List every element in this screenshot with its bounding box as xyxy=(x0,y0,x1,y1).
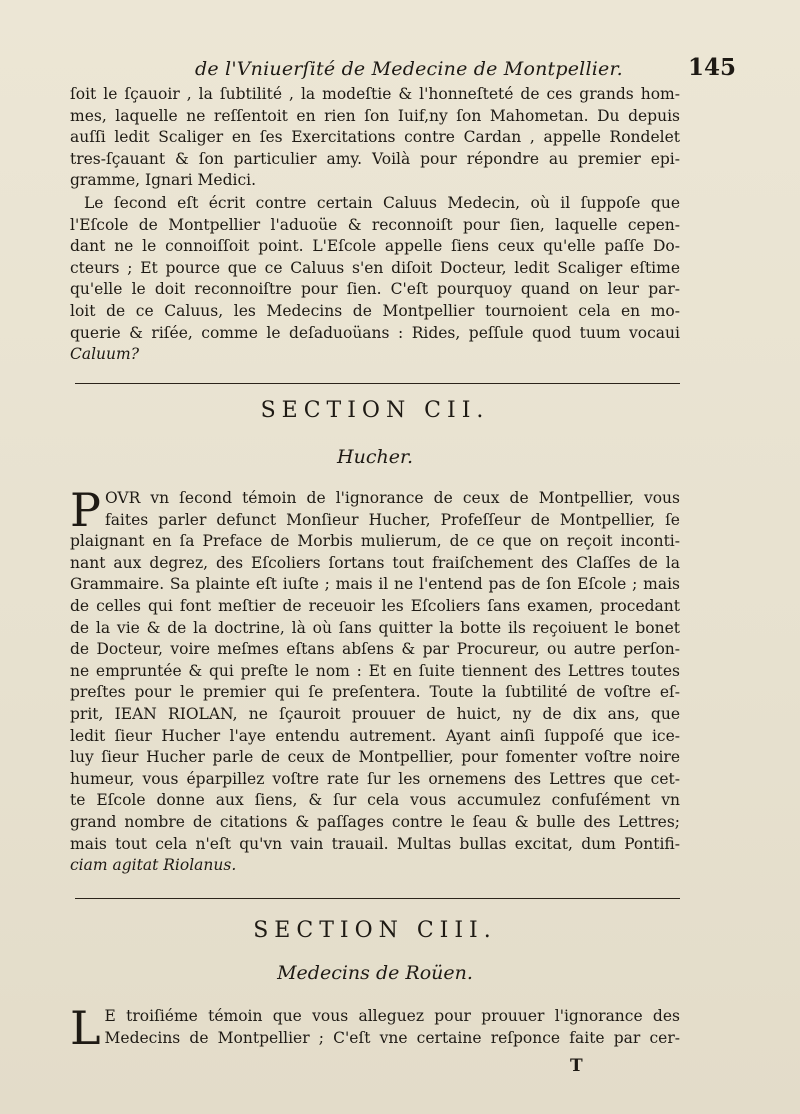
text-line: plaignant en ſa Preface de Morbis mulierum, de ce que on reçoit inconti- xyxy=(70,532,680,551)
text-line: prit, IEAN RIOLAN, ne ſçauroit prouuer de huict, ny de dix ans, que xyxy=(70,704,680,723)
text-line: de Docteur, voire meſmes eſtans abſens & par Procureur, ou autre perſon- xyxy=(70,640,680,659)
text-line: preſtes pour le premier qui ſe preſentera. Toute la ſubtilité de voſtre eſ- xyxy=(70,683,680,702)
paragraph-caluus xyxy=(70,193,680,366)
text-line: loit de ce Caluus, les Medecins de Montpellier tournoient cela en mo- xyxy=(70,301,680,320)
section-title: SECTION CIII. xyxy=(253,918,497,943)
page-number: 145 xyxy=(687,54,736,81)
text-line: de celles qui font meſtier de receuoir les Eſcoliers ſans examen, procedant xyxy=(70,596,680,615)
drop-cap: L xyxy=(70,1001,101,1055)
text-line: mais tout cela n'eſt qu'vn vain trauail. Multas bullas excitat, dum Pontifi- xyxy=(70,834,680,853)
section-subtitle: Medecins de Roüen. xyxy=(277,962,473,984)
text-line: auſſi ledit Scaliger en ſes Exercitations contre Cardan , appelle Rondelet xyxy=(70,128,680,147)
text-line: nant aux degrez, des Eſcoliers ſortans tout fraiſchement des Claſſes de la xyxy=(70,553,680,572)
text-line: Caluum? xyxy=(70,345,140,364)
text-line: te Eſcole donne aux ſiens, & ſur cela vous accumulez confuſément vn xyxy=(70,791,680,810)
text-line: faites parler defunct Monſieur Hucher, Profeſſeur de Montpellier, ſe xyxy=(104,510,680,529)
catchword: T xyxy=(570,1056,583,1076)
text-line: ciam agitat Riolanus. xyxy=(70,856,237,875)
text-line: Medecins de Montpellier ; C'eſt vne certaine reſponce faite par cer- xyxy=(104,1028,680,1047)
drop-cap: P xyxy=(70,483,101,537)
text-line: querie & riſée, comme le deſaduoüans : Rides, peſſule quod tuum vocaui xyxy=(70,323,680,342)
text-line: OVR vn ſecond témoin de l'ignorance de ceux de Montpellier, vous xyxy=(104,489,680,507)
text-line: ne empruntée & qui preſte le nom : Et en ſuite tiennent des Lettres toutes xyxy=(70,661,680,680)
text-line: grand nombre de citations & paſſages contre le ſeau & bulle des Lettres; xyxy=(70,812,680,831)
text-line: Grammaire. Sa plainte eſt iuſte ; mais il ne l'entend pas de ſon Eſcole ; mais xyxy=(70,575,680,594)
text-line: qu'elle le doit reconnoiſtre pour ſien. C'eſt pourquoy quand on leur par- xyxy=(70,280,680,299)
text-line: gramme, Ignari Medici. xyxy=(70,171,257,190)
text-line: humeur, vous éparpillez voſtre rate ſur les ornemens des Lettres que cet- xyxy=(70,769,680,788)
text-line: l'Eſcole de Montpellier l'aduoüe & reconnoiſt pour ſien, laquelle cepen- xyxy=(70,215,680,234)
section-divider xyxy=(75,383,680,384)
section-subtitle: Hucher. xyxy=(337,446,413,468)
section-divider xyxy=(75,898,680,899)
paragraph-hucher xyxy=(70,483,680,877)
text-line: dant ne le connoiſſoit point. L'Eſcole appelle ſiens ceux qu'elle paſſe Do- xyxy=(70,237,680,256)
running-head: de l'Vniuerſité de Medecine de Montpellier. xyxy=(195,58,623,80)
text-line: tres-ſçauant & ſon particulier amy. Voilà pour répondre au premier epi- xyxy=(70,149,680,168)
text-line: mes, laquelle ne reſſentoit en rien ſon Iuif,ny ſon Mahometan. Du depuis xyxy=(70,106,680,125)
text-line: de la vie & de la doctrine, là où ſans quitter la botte ils reçoiuent le bonet xyxy=(70,618,680,637)
text-line: luy ſieur Hucher parle de ceux de Montpellier, pour fomenter voſtre noire xyxy=(70,748,680,767)
section-title: SECTION CII. xyxy=(260,398,490,423)
paragraph-rouen xyxy=(70,1001,680,1055)
text-line: Le ſecond eſt écrit contre certain Caluus Medecin, où il ſuppoſe que xyxy=(84,194,680,212)
page-header xyxy=(70,50,740,80)
paragraph-scaliger xyxy=(70,84,680,192)
text-line: ſoit le ſçauoir , la ſubtilité , la modeſtie & l'honneſteté de ces grands hom- xyxy=(70,85,680,103)
text-line: E troiſiéme témoin que vous alleguez pour prouuer l'ignorance des xyxy=(104,1007,680,1025)
text-line: ledit ſieur Hucher l'aye entendu autrement. Ayant ainſi ſuppoſé que ice- xyxy=(70,726,680,745)
text-line: cteurs ; Et pource que ce Caluus s'en diſoit Docteur, ledit Scaliger eſtime xyxy=(70,258,680,277)
